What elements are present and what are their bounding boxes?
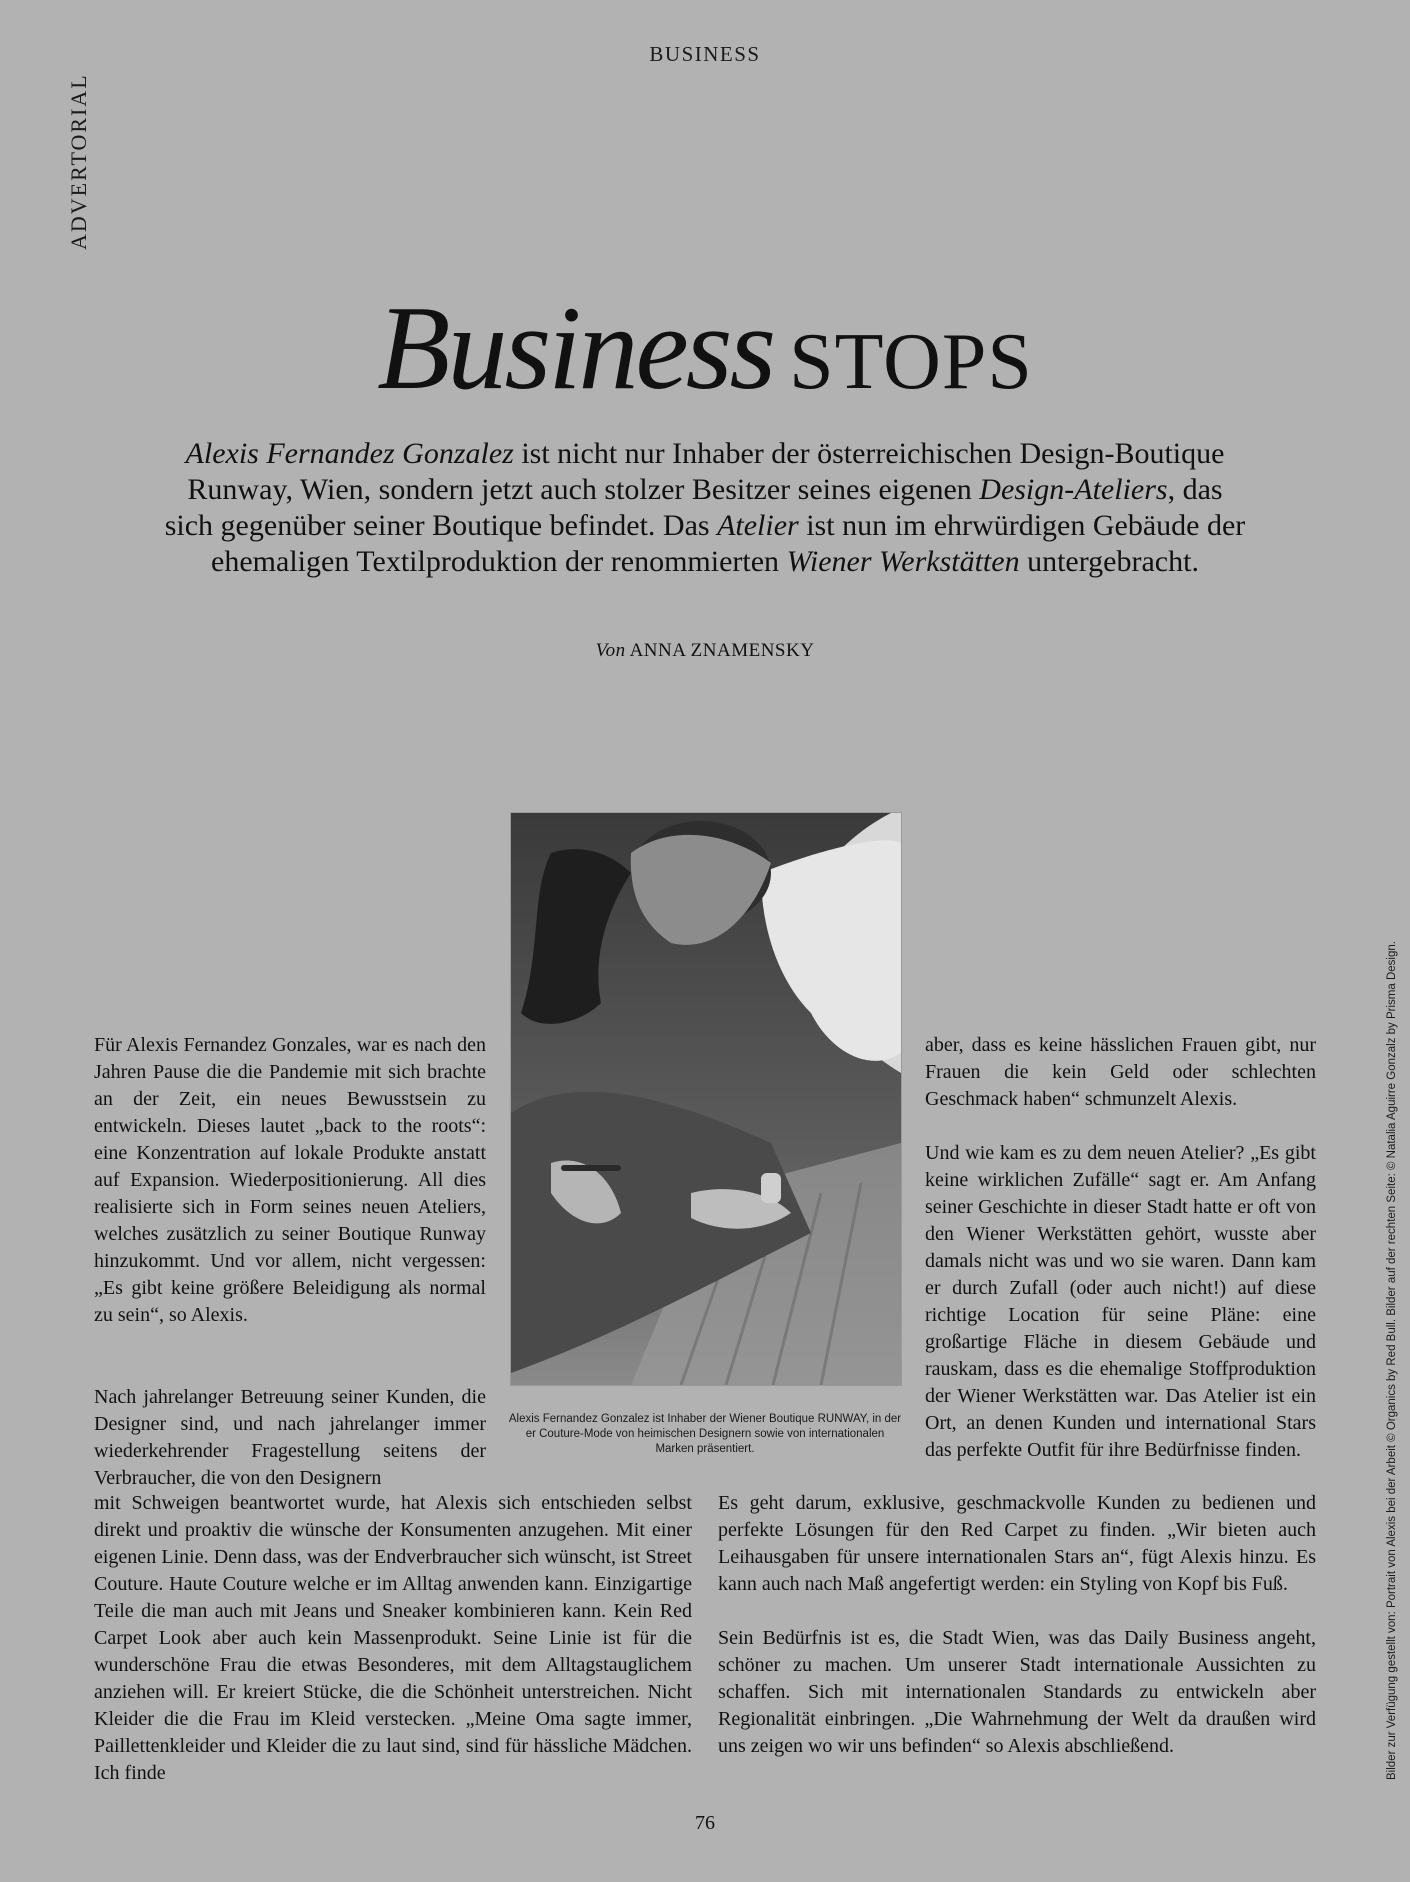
photo-illustration bbox=[511, 813, 901, 1385]
body-paragraph: Sein Bedürfnis ist es, die Stadt Wien, was das Daily Business angeht, schöner zu machen. Um unserer Stadt internationale Aussichten zu schaffen. Sich mit internationalen Standards zu entwickeln aber Regionalität einbringen. „Die Wahrnehmung der Welt da draußen wird uns zeigen wo wir uns befinden“ so Alexis abschließend. bbox=[718, 1627, 1316, 1757]
lead-italic-atelier: Atelier bbox=[717, 509, 799, 542]
body-paragraph: aber, dass es keine hässlichen Frauen gibt, nur Frauen die kein Geld oder schlechten Geschmack haben“ schmunzelt Alexis. bbox=[925, 1034, 1316, 1110]
photo-credit: Bilder zur Verfügung gestellt von: Portrait von Alexis bei der Arbeit © Organics by Red Bull. Bilder auf der rechten Seite: © Natalia Aguirre Gonzalz by Prisma Design. bbox=[1386, 941, 1398, 1780]
lead-italic-werkstaetten: Wiener Werkstätten bbox=[786, 545, 1020, 578]
lead-text-3: ist nun im ehrwürdigen Gebäude der ehemaligen Textilproduktion der renommierten bbox=[211, 509, 1246, 578]
article-photo bbox=[510, 812, 902, 1386]
byline-author: ANNA ZNAMENSKY bbox=[629, 640, 815, 661]
body-column-right-wide bbox=[718, 1490, 1316, 1760]
page-number: 76 bbox=[695, 1812, 715, 1834]
photo-caption: Alexis Fernandez Gonzalez ist Inhaber der Wiener Boutique RUNWAY, in der er Couture-Mode von heimischen Designern sowie von internationalen Marken präsentiert. bbox=[508, 1413, 902, 1455]
body-paragraph: mit Schweigen beantwortet wurde, hat Alexis sich entschieden selbst direkt und proaktiv die wünsche der Konsumenten anzugehen. Mit einer eigenen Linie. Denn dass, was der Endverbraucher sich wünscht, ist Street Couture. Haute Couture welche er im Alltag anwenden kann. Einzigartige Teile die man auch mit Jeans und Sneaker kombinieren kann. Kein Red Carpet Look aber auch kein Massenprodukt. Seine Linie ist für die wunderschöne Frau die etwas Besonderes, mit dem Alltagstauglichem anziehen will. Er kreiert Stücke, die die Schönheit unterstreichen. Nicht Kleider die die Frau im Kleid verstecken. „Meine Oma sagte immer, Paillettenkleider und Kleider die zu laut sind, sind für hässliche Mädchen. Ich finde bbox=[94, 1492, 692, 1784]
lead-italic-name: Alexis Fernandez Gonzalez bbox=[185, 437, 514, 470]
body-paragraph: Es geht darum, exklusive, geschmackvolle Kunden zu bedienen und perfekte Lösungen für den Red Carpet zu finden. „Wir bieten auch Leihausgaben für unsere internationalen Stars an“, fügt Alexis hinzu. Es kann auch nach Maß angefertigt werden: ein Styling von Kopf bis Fuß. bbox=[718, 1492, 1316, 1595]
body-column-left-2 bbox=[94, 1384, 486, 1492]
body-column-left-wide bbox=[94, 1490, 692, 1787]
section-label: BUSINESS bbox=[649, 42, 761, 66]
lead-text-2: , das sich gegenüber seiner Boutique befindet. Das bbox=[164, 473, 1223, 542]
lead-text-4: untergebracht. bbox=[1019, 545, 1199, 578]
body-paragraph: Und wie kam es zu dem neuen Atelier? „Es gibt keine wirklichen Zufälle“ sagt er. Am Anfang seiner Geschichte in dieser Stadt hatte er oft von den Wiener Werkstätten gehört, wusste aber damals nicht was und wo sie waren. Dann kam er durch Zufall (oder auch nicht!) auf diese richtige Location für seine Pläne: eine großartige Fläche in diesem Gebäude und rauskam, dass es die ehemalige Stoffproduktion der Wiener Werkstätten war. Das Atelier ist ein Ort, an denen Kunden und international Stars das perfekte Outfit für ihre Bedürfnisse finden. bbox=[925, 1142, 1316, 1461]
lead-italic-ateliers: Design-Ateliers bbox=[979, 473, 1168, 506]
article-title bbox=[0, 281, 1410, 414]
lead-text-1: ist nicht nur Inhaber der österreichischen Design-Boutique Runway, Wien, sondern jetzt auch stolzer Besitzer seines eigenen bbox=[187, 437, 1225, 506]
body-column-right bbox=[925, 1032, 1316, 1464]
byline bbox=[0, 640, 1410, 662]
advertorial-side-label: ADVERTORIAL bbox=[66, 73, 91, 250]
title-italic-word: Business bbox=[377, 281, 774, 414]
body-paragraph: Für Alexis Fernandez Gonzales, war es nach den Jahren Pause die die Pandemie mit sich brachte an der Zeit, ein neues Bewusstsein zu entwickeln. Dieses lautet „back to the roots“: eine Konzentration auf lokale Produkte anstatt auf Expansion. Wiederpositionierung. All dies realisierte sich in Form seines neuen Ateliers, welches zusätzlich zu seiner Boutique Runway hinzukommt. Und vor allem, nicht vergessen: „Es gibt keine größere Beleidigung als normal zu sein“, so Alexis. bbox=[94, 1034, 486, 1326]
title-caps-word: STOPS bbox=[789, 318, 1033, 406]
body-column-left bbox=[94, 1032, 486, 1329]
lead-paragraph bbox=[160, 436, 1250, 580]
body-paragraph: Nach jahrelanger Betreuung seiner Kunden, die Designer sind, und nach jahrelanger immer wiederkehrender Fragestellung seitens der Verbraucher, die von den Designern bbox=[94, 1386, 486, 1489]
byline-prefix: Von bbox=[595, 640, 626, 661]
